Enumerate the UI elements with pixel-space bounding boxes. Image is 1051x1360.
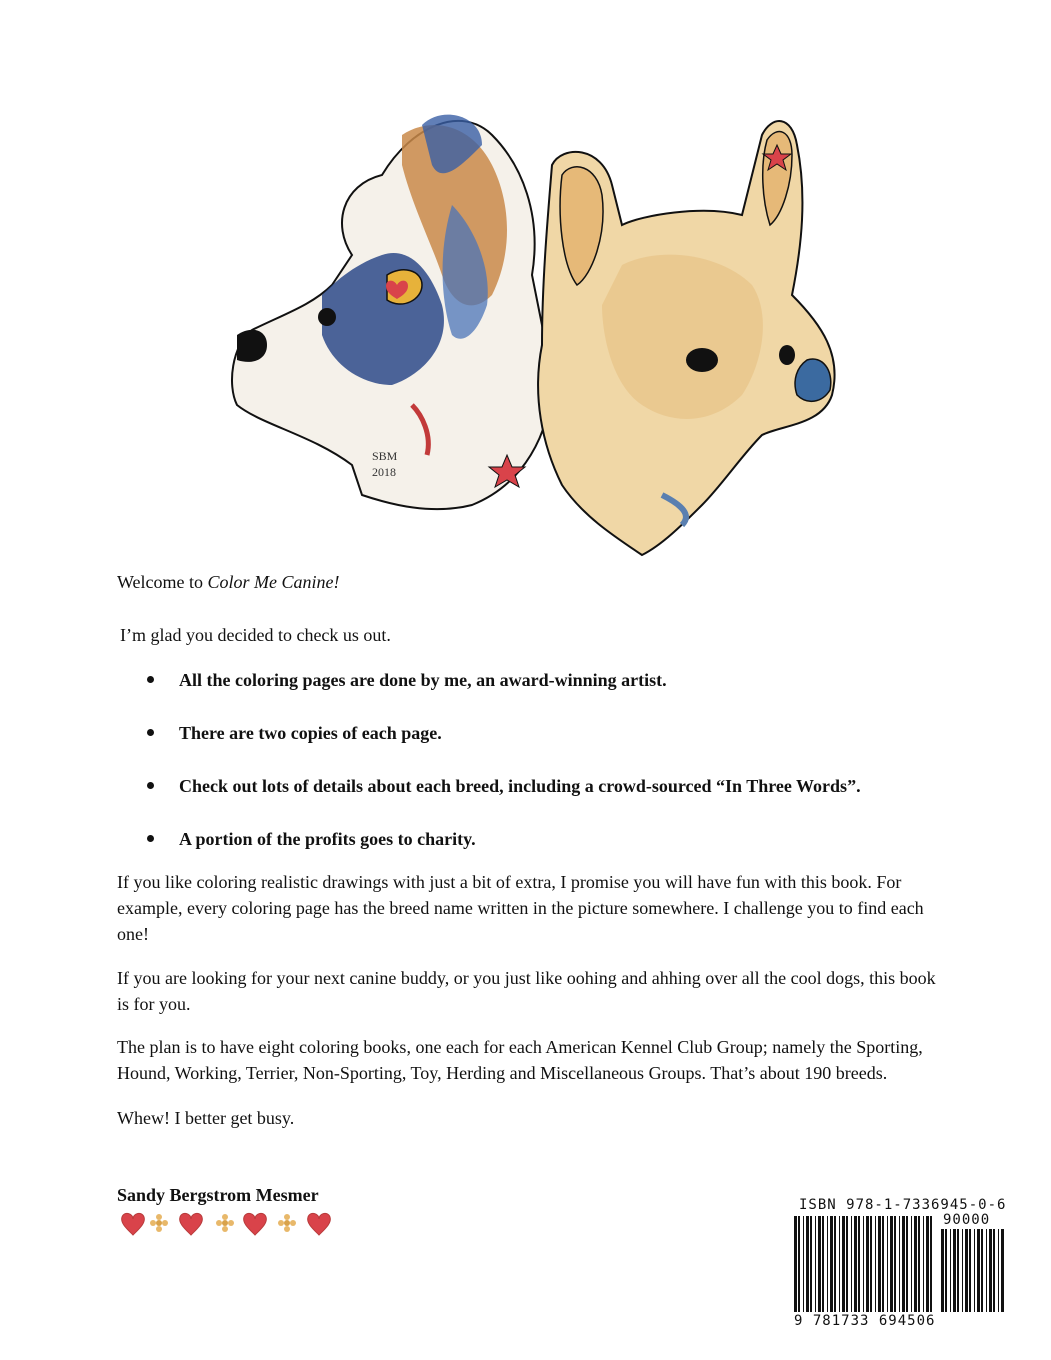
list-item: A portion of the profits goes to charity. <box>117 826 977 852</box>
barcode-addon-bars <box>941 1229 1005 1312</box>
barcode-bar <box>989 1229 992 1312</box>
barcode-bar <box>899 1216 900 1312</box>
barcode-bar <box>890 1216 893 1312</box>
heart-flower-decoration <box>117 1205 342 1241</box>
barcode-bar <box>815 1216 816 1312</box>
welcome-prefix: Welcome to <box>117 572 208 592</box>
barcode-bar <box>806 1216 809 1312</box>
signature: Sandy Bergstrom Mesmer <box>117 1185 319 1205</box>
barcode-bar <box>882 1216 884 1312</box>
barcode-bar <box>839 1216 840 1312</box>
barcode-bar <box>894 1216 896 1312</box>
heart-icon <box>308 1213 331 1235</box>
barcode-bar <box>887 1216 888 1312</box>
barcode-bar <box>993 1229 995 1312</box>
feature-list <box>117 667 977 879</box>
flower-icon <box>150 1214 168 1232</box>
barcode-bar <box>834 1216 836 1312</box>
barcode-bar <box>870 1216 872 1312</box>
barcode-bar <box>977 1229 980 1312</box>
barcode-bar <box>830 1216 833 1312</box>
barcode-bar <box>863 1216 864 1312</box>
barcode-bar <box>969 1229 971 1312</box>
barcode-bars <box>794 1216 934 1312</box>
barcode-bar <box>846 1216 848 1312</box>
barcode-bar <box>914 1216 917 1312</box>
book-title: Color Me Canine! <box>207 572 340 592</box>
artist-year: 2018 <box>372 465 396 479</box>
barcode-bar <box>950 1229 951 1312</box>
papillon-drawing <box>232 115 552 510</box>
barcode-digits: 9 781733 694506 <box>794 1313 936 1329</box>
barcode-bar <box>957 1229 959 1312</box>
barcode-bar <box>965 1229 968 1312</box>
barcode-bar <box>926 1216 929 1312</box>
intro-line: I’m glad you decided to check us out. <box>120 625 391 645</box>
price-code: 90000 <box>943 1212 991 1228</box>
barcode-bar <box>902 1216 905 1312</box>
closing-line: Whew! I better get busy. <box>117 1108 295 1128</box>
barcode-bar <box>930 1216 932 1312</box>
barcode-bar <box>803 1216 804 1312</box>
heart-icon <box>122 1213 145 1235</box>
barcode-bar <box>981 1229 983 1312</box>
flower-icon <box>278 1214 296 1232</box>
barcode-bar <box>918 1216 920 1312</box>
barcode-bar <box>906 1216 908 1312</box>
barcode-bar <box>911 1216 912 1312</box>
isbn-barcode <box>790 1196 1015 1336</box>
barcode-bar <box>827 1216 828 1312</box>
paragraph-buddy: If you are looking for your next canine buddy, or you just like oohing and ahhing over all the cool dogs, this book is for you. <box>117 968 936 1014</box>
paragraph-coloring: If you like coloring realistic drawings with just a bit of extra, I promise you will have fun with this book. For example, every coloring page has the breed name written in the picture somewhere. I challenge you to find each one! <box>117 872 924 944</box>
barcode-bar <box>986 1229 987 1312</box>
heart-icon <box>180 1213 203 1235</box>
barcode-bar <box>878 1216 881 1312</box>
barcode-bar <box>810 1216 812 1312</box>
barcode-bar <box>945 1229 947 1312</box>
barcode-bar <box>974 1229 975 1312</box>
heart-icon <box>244 1213 267 1235</box>
list-item: All the coloring pages are done by me, an award-winning artist. <box>117 667 977 693</box>
barcode-bar <box>962 1229 963 1312</box>
welcome-line <box>117 569 340 595</box>
barcode-bar <box>854 1216 857 1312</box>
barcode-bar <box>998 1229 999 1312</box>
paragraph-plan: The plan is to have eight coloring books, one each for each American Kennel Club Group; namely the Sporting, Hound, Working, Terrier, Non-Sporting, Toy, Herding and Miscellaneous Groups. That’s about 190 breeds. <box>117 1037 923 1083</box>
barcode-bar <box>875 1216 876 1312</box>
barcode-bar <box>866 1216 869 1312</box>
barcode-bar <box>842 1216 845 1312</box>
barcode-bar <box>818 1216 821 1312</box>
barcode-bar <box>851 1216 852 1312</box>
barcode-bar <box>1001 1229 1004 1312</box>
isbn-text: ISBN 978-1-7336945-0-6 <box>799 1197 1007 1213</box>
flower-icon <box>216 1214 234 1232</box>
barcode-bar <box>822 1216 824 1312</box>
list-item: There are two copies of each page. <box>117 720 977 746</box>
barcode-bar <box>953 1229 956 1312</box>
barcode-bar <box>798 1216 800 1312</box>
barcode-bar <box>858 1216 860 1312</box>
list-item: Check out lots of details about each breed, including a crowd-sourced “In Three Words”. <box>117 773 977 799</box>
chihuahua-drawing <box>538 121 835 555</box>
barcode-bar <box>923 1216 924 1312</box>
artist-initials: SBM <box>372 449 398 463</box>
barcode-bar <box>941 1229 944 1312</box>
dog-portraits-illustration <box>222 105 852 565</box>
barcode-bar <box>794 1216 797 1312</box>
